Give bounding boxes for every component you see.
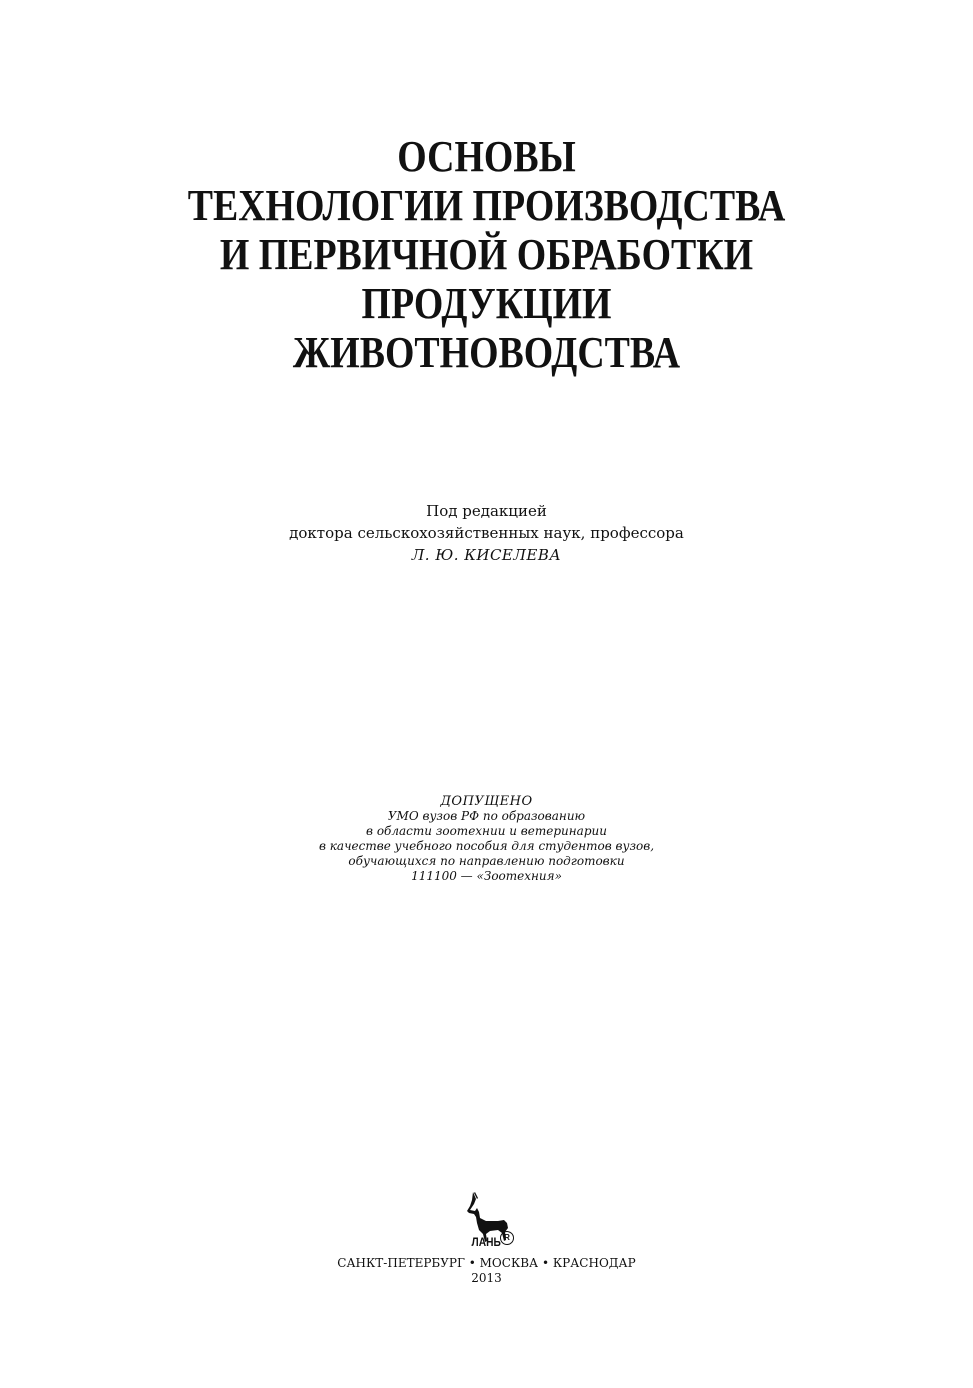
imprint-block bbox=[0, 1256, 973, 1286]
approval-line: в качестве учебного пособия для студентов вузов, bbox=[318, 839, 655, 853]
approval-heading: ДОПУЩЕНО bbox=[440, 794, 533, 809]
approval-block bbox=[0, 794, 973, 884]
approval-line: УМО вузов РФ по образованию bbox=[387, 809, 586, 823]
title-line: ТЕХНОЛОГИИ ПРОИЗВОДСТВА bbox=[187, 181, 786, 230]
approval-line: в области зоотехнии и ветеринарии bbox=[366, 824, 607, 838]
editor-block bbox=[0, 500, 973, 566]
editor-caption: Под редакцией bbox=[426, 502, 547, 520]
registered-mark: R bbox=[500, 1231, 514, 1245]
title-line: ПРОДУКЦИИ bbox=[361, 279, 612, 328]
editor-credentials: доктора сельскохозяйственных наук, профессора bbox=[289, 524, 684, 542]
approval-line: 111100 — «Зоотехния» bbox=[411, 869, 562, 883]
title-line: И ПЕРВИЧНОЙ ОБРАБОТКИ bbox=[219, 230, 754, 279]
title-line: ОСНОВЫ bbox=[397, 132, 576, 181]
editor-name: Л. Ю. КИСЕЛЕВА bbox=[411, 546, 562, 564]
publisher-cities: САНКТ-ПЕТЕРБУРГ • МОСКВА • КРАСНОДАР bbox=[337, 1256, 636, 1270]
publication-year: 2013 bbox=[471, 1271, 502, 1285]
publisher-logo-word: ЛАНЬ bbox=[471, 1235, 501, 1249]
approval-line: обучающихся по направлению подготовки bbox=[348, 854, 625, 868]
title-line: ЖИВОТНОВОДСТВА bbox=[292, 328, 681, 377]
book-title bbox=[68, 132, 905, 377]
